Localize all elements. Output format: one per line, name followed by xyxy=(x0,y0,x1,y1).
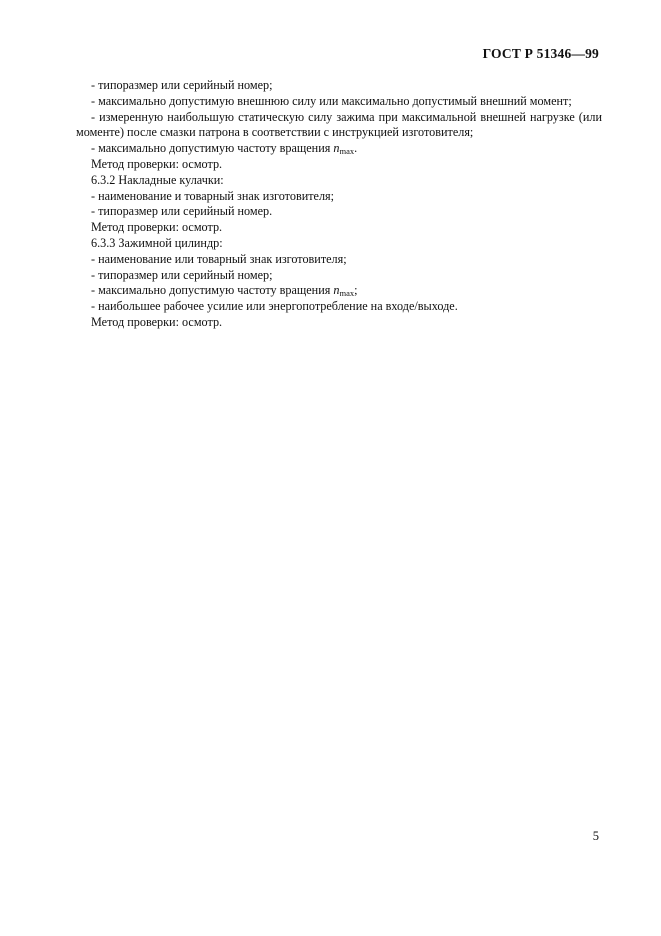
list-item: - измеренную наибольшую статическую силу зажима при максимальной внешней нагрузке (или моменте) после смазки патрона в соответствии с инструкцией изготовителя; xyxy=(76,109,602,140)
list-item: - наименование и товарный знак изготовителя; xyxy=(91,188,335,203)
check-method: Метод проверки: осмотр. xyxy=(91,220,223,235)
punctuation: . xyxy=(354,141,358,156)
page-body xyxy=(76,78,602,331)
check-method: Метод проверки: осмотр. xyxy=(91,314,223,329)
section-heading: 6.3.2 Накладные кулачки: xyxy=(91,172,224,187)
list-item-text: - максимально допустимую частоту вращения xyxy=(91,141,334,156)
list-item-text: - максимально допустимую частоту вращения xyxy=(91,283,334,298)
subscript-max: max xyxy=(339,146,355,157)
list-item-max-speed xyxy=(76,141,602,157)
subscript-max: max xyxy=(339,288,355,299)
variable-n: n xyxy=(333,141,340,156)
list-item: - наибольшее рабочее усилие или энергопотребление на входе/выходе. xyxy=(91,299,458,314)
list-item: - наименование или товарный знак изготовителя; xyxy=(91,251,347,266)
list-item: - максимально допустимую внешнюю силу или максимально допустимый внешний момент; xyxy=(91,93,572,108)
check-method: Метод проверки: осмотр. xyxy=(91,156,223,171)
variable-n: n xyxy=(333,283,340,298)
list-item: - типоразмер или серийный номер; xyxy=(91,267,273,282)
page-number: 5 xyxy=(592,829,599,843)
list-item: - типоразмер или серийный номер; xyxy=(91,78,273,92)
list-item-max-speed xyxy=(76,283,602,299)
document-code: ГОСТ Р 51346—99 xyxy=(482,46,599,61)
section-heading: 6.3.3 Зажимной цилиндр: xyxy=(91,235,223,250)
list-item: - типоразмер или серийный номер. xyxy=(91,204,273,219)
punctuation: ; xyxy=(354,283,358,298)
